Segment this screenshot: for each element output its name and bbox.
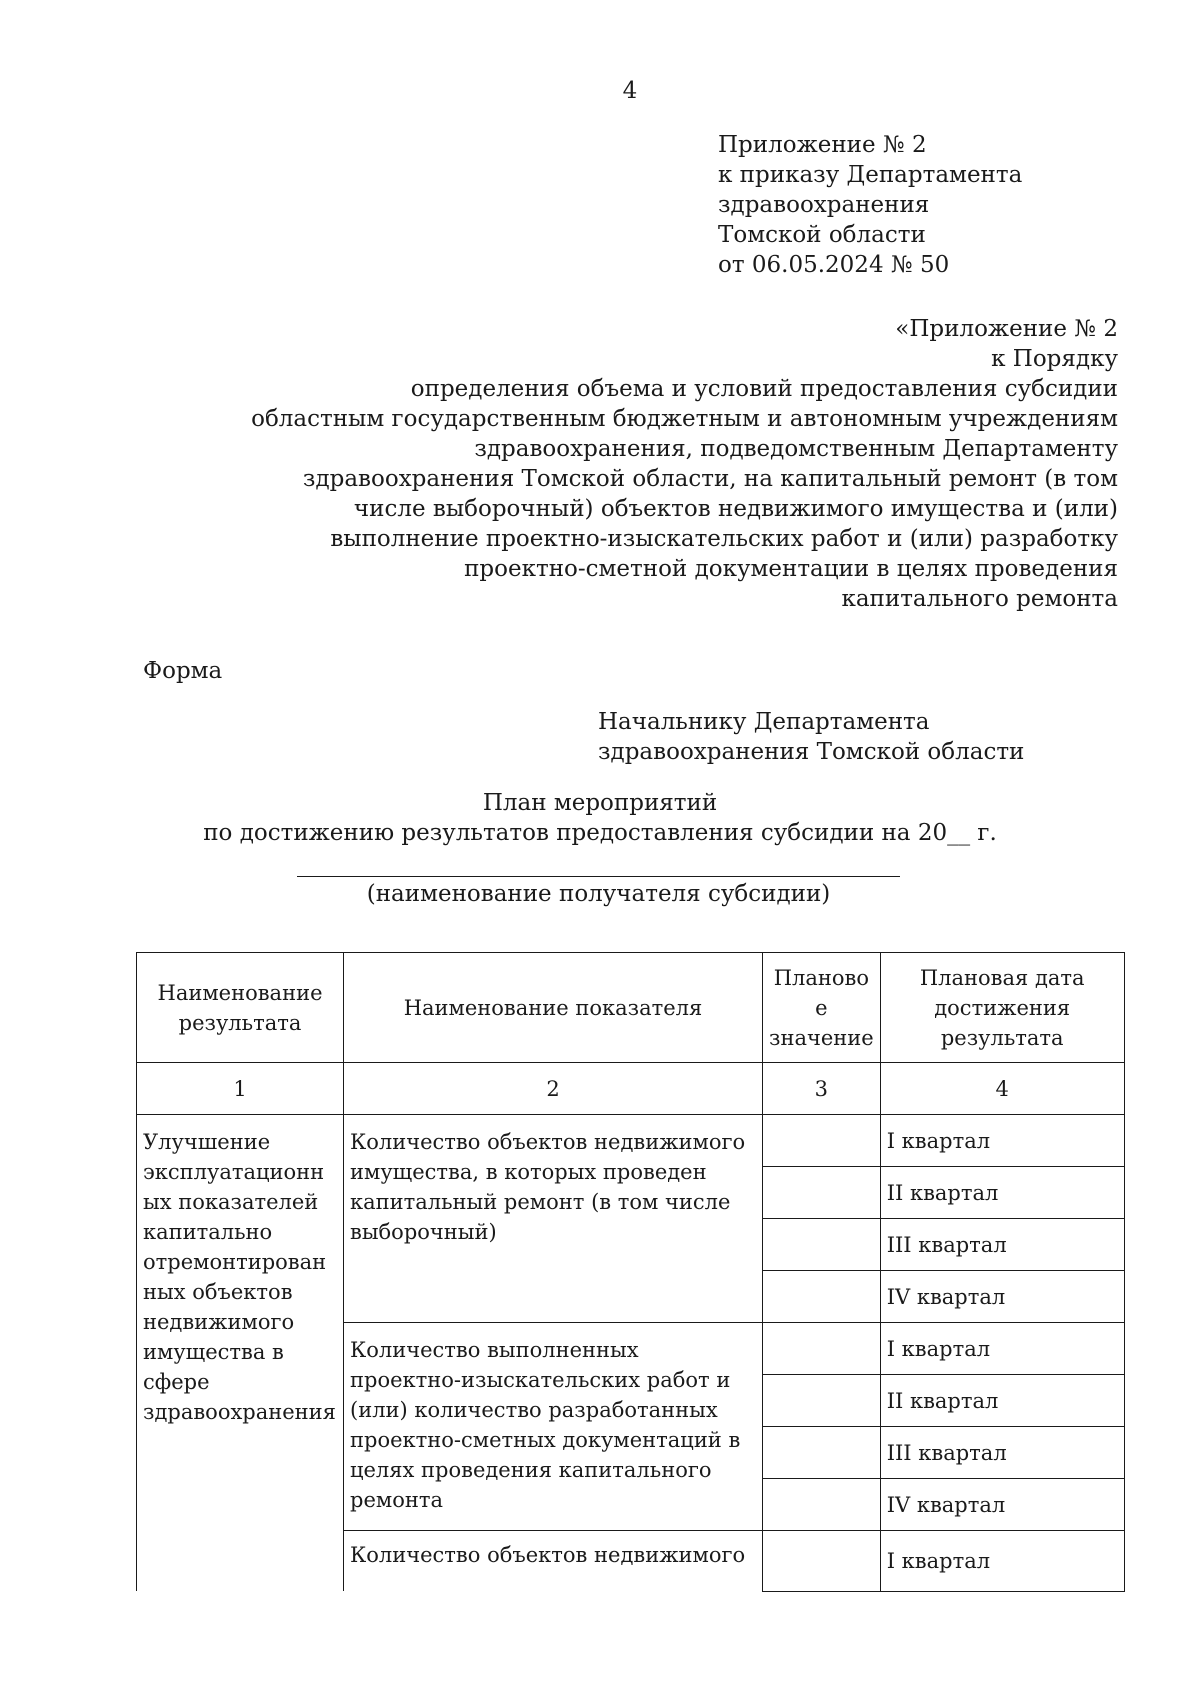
header-planned-value: Планово е значение (763, 953, 881, 1063)
appendix-procedure-line: числе выборочный) объектов недвижимого имущества и (или) (353, 496, 1118, 522)
result-cell: Улучшение эксплуатационн ых показателей капитально отремонтирован ных объектов недвижимого имущества в сфере здравоохранения (137, 1115, 344, 1592)
appendix-procedure-line: «Приложение № 2 (895, 316, 1118, 342)
planned-value-cell (763, 1271, 881, 1323)
appendix-procedure-line: к Порядку (991, 346, 1118, 372)
page-number: 4 (622, 78, 638, 104)
appendix-order-line: Приложение № 2 (718, 132, 927, 158)
form-label: Форма (143, 658, 223, 684)
quarter-cell: IV квартал (880, 1479, 1124, 1531)
quarter-cell: II квартал (880, 1167, 1124, 1219)
addressee-line: Начальнику Департамента (598, 709, 930, 735)
header-result-name: Наименование результата (137, 953, 344, 1063)
addressee-line: здравоохранения Томской области (598, 739, 1025, 765)
column-number: 2 (344, 1063, 763, 1115)
appendix-order-line: от 06.05.2024 № 50 (718, 252, 950, 278)
appendix-procedure-line: капитального ремонта (841, 586, 1118, 612)
indicator-cell: Количество объектов недвижимого (344, 1531, 763, 1592)
table-row (137, 1115, 1125, 1167)
planned-value-cell (763, 1479, 881, 1531)
column-number: 1 (137, 1063, 344, 1115)
column-number-row (137, 1063, 1125, 1115)
indicator-cell: Количество выполненных проектно-изыскательских работ и (или) количество разработанных проектно-сметных документаций в целях проведения капитального ремонта (344, 1323, 763, 1531)
appendix-order-block (718, 130, 1022, 280)
appendix-procedure-line: здравоохранения Томской области, на капитальный ремонт (в том (302, 466, 1118, 492)
indicator-cell: Количество объектов недвижимого имущества, в которых проведен капитальный ремонт (в том числе выборочный) (344, 1115, 763, 1323)
appendix-procedure-line: выполнение проектно-изыскательских работ и (или) разработку (330, 526, 1118, 552)
quarter-cell: II квартал (880, 1375, 1124, 1427)
appendix-order-line: Томской области (718, 222, 926, 248)
recipient-caption: (наименование получателя субсидии) (366, 881, 831, 907)
planned-value-cell (763, 1115, 881, 1167)
planned-value-cell (763, 1375, 881, 1427)
planned-value-cell (763, 1219, 881, 1271)
quarter-cell: I квартал (880, 1115, 1124, 1167)
planned-value-cell (763, 1167, 881, 1219)
appendix-order-line: здравоохранения (718, 192, 930, 218)
addressee-block (598, 707, 1024, 767)
appendix-procedure-line: проектно-сметной документации в целях проведения (464, 556, 1118, 582)
plan-table (136, 952, 1125, 1592)
title-line-2: по достижению результатов предоставления субсидии на 20__ г. (203, 820, 997, 846)
quarter-cell: I квартал (880, 1323, 1124, 1375)
appendix-procedure-line: здравоохранения, подведомственным Департаменту (474, 436, 1118, 462)
appendix-procedure-line: определения объема и условий предоставления субсидии (410, 376, 1118, 402)
header-planned-date: Плановая дата достижения результата (880, 953, 1124, 1063)
column-number: 3 (763, 1063, 881, 1115)
quarter-cell: III квартал (880, 1427, 1124, 1479)
document-title (0, 788, 1200, 848)
quarter-cell: IV квартал (880, 1271, 1124, 1323)
appendix-procedure-line: областным государственным бюджетным и автономным учреждениям (251, 406, 1118, 432)
table-header-row (137, 953, 1125, 1063)
recipient-name-line (297, 876, 900, 877)
header-indicator-name: Наименование показателя (344, 953, 763, 1063)
quarter-cell: I квартал (880, 1531, 1124, 1592)
quarter-cell: III квартал (880, 1219, 1124, 1271)
appendix-order-line: к приказу Департамента (718, 162, 1023, 188)
appendix-procedure-block (218, 314, 1118, 614)
planned-value-cell (763, 1427, 881, 1479)
planned-value-cell (763, 1531, 881, 1592)
title-line-1: План мероприятий (482, 790, 718, 816)
column-number: 4 (880, 1063, 1124, 1115)
planned-value-cell (763, 1323, 881, 1375)
